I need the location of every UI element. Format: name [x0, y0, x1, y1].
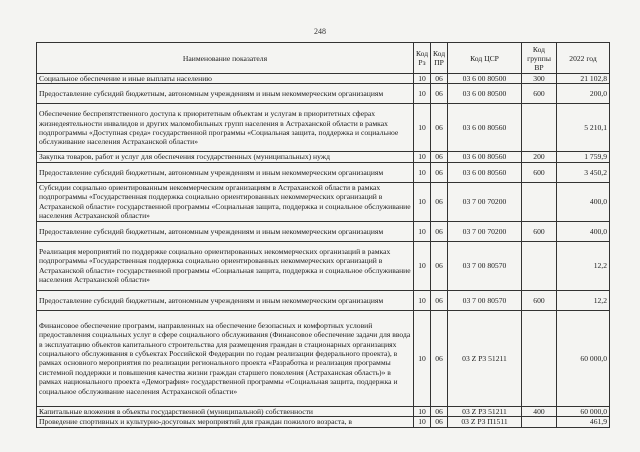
row-pr: 06: [431, 74, 448, 84]
table-row: [37, 84, 610, 104]
row-vr: [522, 241, 557, 290]
column-header-year: 2022 год: [557, 43, 610, 74]
row-pr: 06: [431, 152, 448, 162]
row-csr: 03 6 00 80500: [448, 84, 522, 104]
row-csr: 03 6 00 80500: [448, 74, 522, 84]
table-row: [37, 406, 610, 416]
row-vr: 600: [522, 221, 557, 241]
row-amount: 400,0: [557, 221, 610, 241]
row-csr: 03 6 00 80560: [448, 152, 522, 162]
row-name: Предоставление субсидий бюджетным, автономным учреждениям и иным некоммерческим организациям: [37, 84, 414, 104]
row-amount: 60 000,0: [557, 310, 610, 406]
row-vr: 300: [522, 74, 557, 84]
table-row: [37, 241, 610, 290]
row-pr: 06: [431, 104, 448, 152]
row-rz: 10: [414, 310, 431, 406]
table-row: [37, 290, 610, 310]
row-rz: 10: [414, 182, 431, 221]
table-header-row: [37, 43, 610, 74]
row-rz: 10: [414, 84, 431, 104]
row-csr: 03 7 00 70200: [448, 221, 522, 241]
row-vr: 600: [522, 290, 557, 310]
row-amount: 3 450,2: [557, 162, 610, 182]
table-row: [37, 104, 610, 152]
column-header-pr: Код ПР: [431, 43, 448, 74]
column-header-csr: Код ЦСР: [448, 43, 522, 74]
row-name: Финансовое обеспечение программ, направленных на обеспечение безопасных и комфортных условий предоставления социальных услуг в сфере социального обслуживания (Финансовое обеспечение задачи для ввода в эксплуатацию объектов капитального строительства для размещения граждан в стационарных организациях социального обслуживания в субъектах Российской Федерации по годам реализации федерального проекта), в рамках основного мероприятия по реализации регионального проекта «Разработка и реализация программы системной поддержки и повышения качества жизни граждан старшего поколения (Астраханская область)» в рамках национального проекта «Демография» государственной программы «Социальная защита, поддержка и социальное обслуживание населения Астраханской области»: [37, 310, 414, 406]
column-header-name: Наименование показателя: [37, 43, 414, 74]
row-amount: 461,9: [557, 417, 610, 427]
column-header-rz: Код Рз: [414, 43, 431, 74]
row-csr: 03 Z P3 П1511: [448, 417, 522, 427]
row-rz: 10: [414, 152, 431, 162]
row-amount: 21 102,8: [557, 74, 610, 84]
table-row: [37, 162, 610, 182]
row-pr: 06: [431, 182, 448, 221]
row-csr: 03 6 00 80560: [448, 162, 522, 182]
row-rz: 10: [414, 417, 431, 427]
row-vr: 600: [522, 84, 557, 104]
table-row: [37, 417, 610, 427]
row-amount: 12,2: [557, 290, 610, 310]
table-row: [37, 221, 610, 241]
row-vr: 200: [522, 152, 557, 162]
row-name: Обеспечение беспрепятственного доступа к приоритетным объектам и услугам в приоритетных сферах жизнедеятельности инвалидов и других маломобильных групп населения в Астраханской области в рамках подпрограммы «Доступная среда» государственной программы «Социальная защита, поддержка и социальное обслуживание населения Астраханской области»: [37, 104, 414, 152]
row-csr: 03 Z P3 51211: [448, 406, 522, 416]
row-rz: 10: [414, 290, 431, 310]
row-name: Закупка товаров, работ и услуг для обеспечения государственных (муниципальных) нужд: [37, 152, 414, 162]
row-pr: 06: [431, 221, 448, 241]
row-pr: 06: [431, 290, 448, 310]
row-amount: 12,2: [557, 241, 610, 290]
row-vr: [522, 104, 557, 152]
row-amount: 5 210,1: [557, 104, 610, 152]
row-name: Предоставление субсидий бюджетным, автономным учреждениям и иным некоммерческим организациям: [37, 221, 414, 241]
row-pr: 06: [431, 241, 448, 290]
row-rz: 10: [414, 104, 431, 152]
row-pr: 06: [431, 406, 448, 416]
row-amount: 200,0: [557, 84, 610, 104]
row-vr: [522, 310, 557, 406]
row-rz: 10: [414, 406, 431, 416]
row-rz: 10: [414, 162, 431, 182]
row-csr: 03 Z P3 51211: [448, 310, 522, 406]
row-pr: 06: [431, 417, 448, 427]
row-name: Субсидии социально ориентированным некоммерческим организациям в Астраханской области в рамках подпрограммы «Государственная поддержка социально ориентированных некоммерческих организаций в Астраханской области» государственной программы «Социальная защита, поддержка и социальное обслуживание населения Астраханской области»: [37, 182, 414, 221]
row-name: Предоставление субсидий бюджетным, автономным учреждениям и иным некоммерческим организациям: [37, 162, 414, 182]
row-amount: 1 759,9: [557, 152, 610, 162]
row-rz: 10: [414, 74, 431, 84]
row-name: Капитальные вложения в объекты государственной (муниципальной) собственности: [37, 406, 414, 416]
row-csr: 03 6 00 80560: [448, 104, 522, 152]
table-row: [37, 310, 610, 406]
table-row: [37, 182, 610, 221]
row-pr: 06: [431, 310, 448, 406]
table-row: [37, 74, 610, 84]
row-rz: 10: [414, 221, 431, 241]
row-csr: 03 7 00 80570: [448, 290, 522, 310]
row-vr: [522, 182, 557, 221]
row-amount: 400,0: [557, 182, 610, 221]
page-number: 248: [314, 27, 326, 36]
row-name: Социальное обеспечение и иные выплаты населению: [37, 74, 414, 84]
row-csr: 03 7 00 80570: [448, 241, 522, 290]
row-amount: 60 000,0: [557, 406, 610, 416]
row-name: Предоставление субсидий бюджетным, автономным учреждениям и иным некоммерческим организациям: [37, 290, 414, 310]
budget-table: [36, 42, 610, 428]
row-vr: 400: [522, 406, 557, 416]
table-row: [37, 152, 610, 162]
row-name: Проведение спортивных и культурно-досуговых мероприятий для граждан пожилого возраста, в: [37, 417, 414, 427]
row-vr: 600: [522, 162, 557, 182]
row-pr: 06: [431, 162, 448, 182]
row-csr: 03 7 00 70200: [448, 182, 522, 221]
row-rz: 10: [414, 241, 431, 290]
row-vr: [522, 417, 557, 427]
row-name: Реализация мероприятий по поддержке социально ориентированных некоммерческих организаций в рамках подпрограммы «Государственная поддержка социально ориентированных некоммерческих организаций в Астраханской области» государственной программы «Социальная защита, поддержка и социальное обслуживание населения Астраханской области»: [37, 241, 414, 290]
row-pr: 06: [431, 84, 448, 104]
column-header-vr: Код группы ВР: [522, 43, 557, 74]
